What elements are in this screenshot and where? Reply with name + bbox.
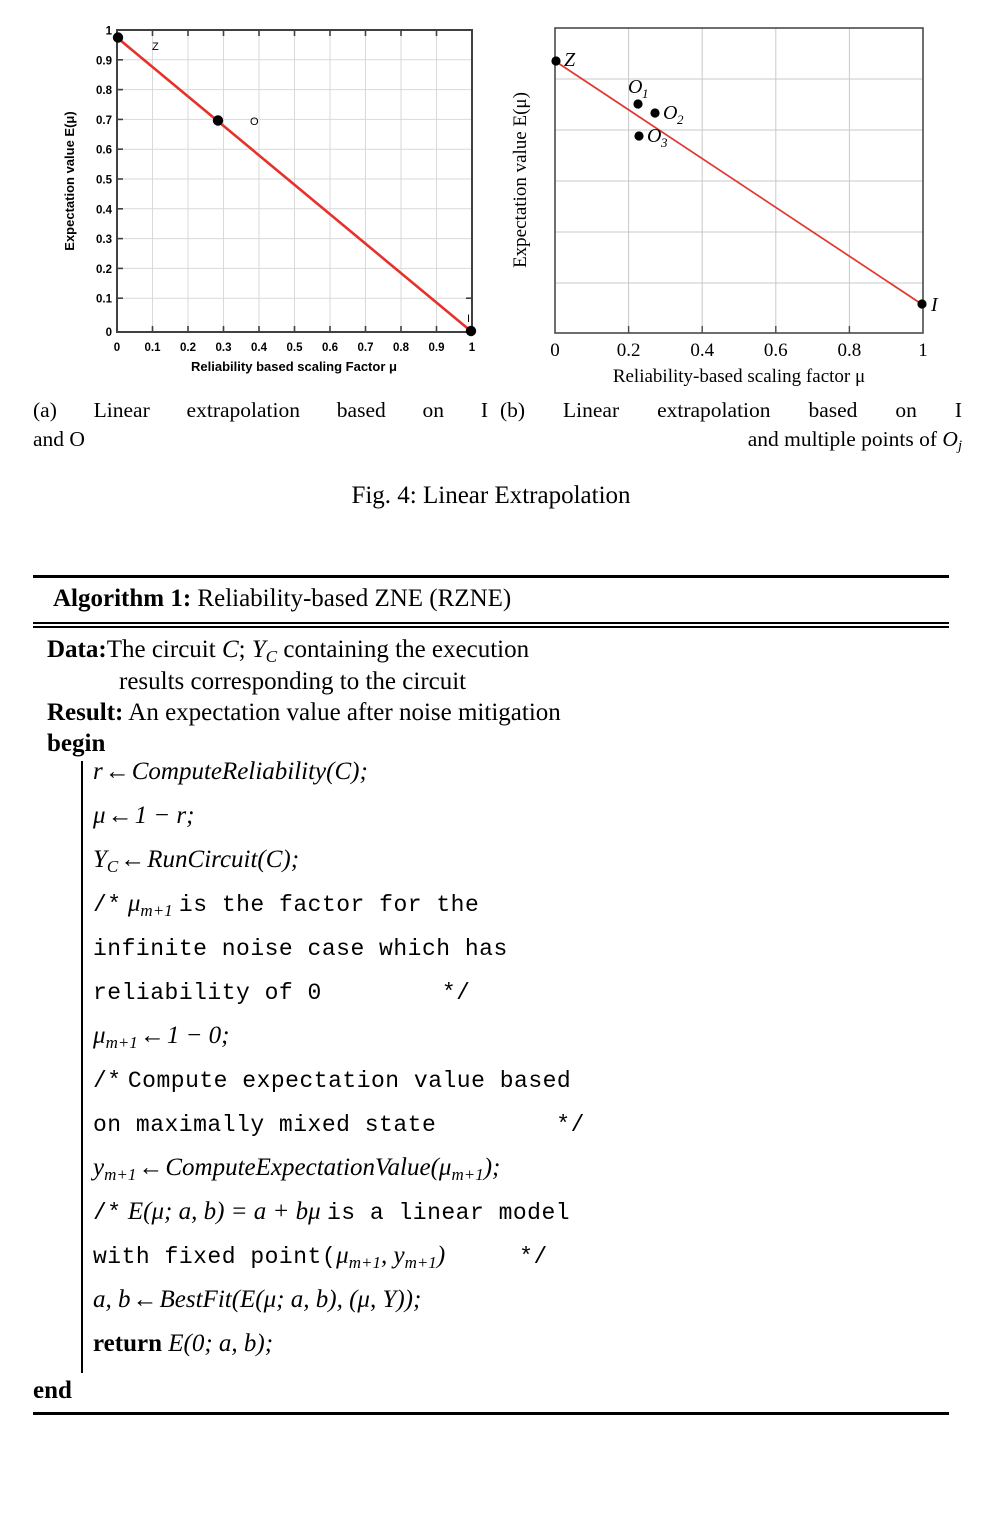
- svg-text:0.9: 0.9: [428, 342, 445, 354]
- line7-rhs: ComputeExpectationValue(μ: [165, 1154, 452, 1182]
- svg-text:0.9: 0.9: [96, 55, 112, 68]
- point-label-O-a: O: [250, 116, 259, 128]
- algorithm-comment-1-line-2: [33, 935, 949, 979]
- svg-text:0.4: 0.4: [96, 204, 112, 217]
- data-text-3: containing the execution: [277, 635, 530, 663]
- line2-rhs: 1 − r;: [134, 802, 195, 830]
- svg-text:0.2: 0.2: [616, 340, 641, 361]
- svg-text:3: 3: [661, 135, 668, 150]
- point-label-Z-b: Z: [564, 49, 576, 71]
- algorithm-line-5: [33, 1023, 949, 1067]
- comment3-open: /*: [93, 1200, 122, 1227]
- comment2-text-1: Compute expectation value based: [127, 1068, 572, 1095]
- data-symbol-Y: Y: [251, 635, 266, 663]
- svg-text:0.1: 0.1: [144, 342, 161, 354]
- svg-text:1: 1: [918, 340, 928, 361]
- data-symbol-C: C: [221, 635, 239, 663]
- algorithm-data-line: [33, 634, 949, 667]
- svg-text:0.8: 0.8: [837, 340, 862, 361]
- subcaption-a: [33, 396, 488, 454]
- algorithm-comment-3-line-2: [33, 1243, 949, 1287]
- subcaption-a-line1: (a) Linear extrapolation based on I: [33, 398, 488, 422]
- comment1-text-3: reliability of 0: [93, 980, 322, 1007]
- svg-text:0.8: 0.8: [393, 342, 409, 354]
- line1-lhs: r: [93, 758, 103, 786]
- comment3-close: */: [519, 1244, 548, 1271]
- svg-text:0.4: 0.4: [690, 340, 715, 361]
- svg-text:O: O: [663, 102, 678, 124]
- comment1-text-2: infinite noise case which has: [93, 936, 508, 963]
- svg-text:0: 0: [113, 342, 121, 354]
- svg-text:0.2: 0.2: [96, 263, 112, 276]
- svg-text:0.6: 0.6: [96, 144, 112, 157]
- point-marker-I-a: [466, 326, 476, 336]
- point-marker-O-a: [213, 115, 223, 125]
- svg-text:0.3: 0.3: [215, 342, 232, 354]
- line7-rhs-tail: );: [483, 1154, 501, 1182]
- x-axis-label-a: Reliability based scaling Factor μ: [191, 359, 397, 374]
- point-marker-Z-a: [113, 32, 123, 42]
- svg-text:0.6: 0.6: [322, 342, 338, 354]
- svg-text:O: O: [647, 125, 662, 147]
- algorithm-comment-2-line-2: [33, 1111, 949, 1155]
- algorithm-line-9: [33, 1287, 949, 1331]
- algorithm-result-line: [33, 697, 949, 728]
- svg-text:0: 0: [105, 327, 112, 339]
- figure-container: [0, 0, 982, 540]
- algorithm-statement-block: [33, 759, 949, 1375]
- data-text-2: ;: [238, 635, 252, 663]
- algorithm-comment-3-line-1: [33, 1199, 949, 1243]
- comment3-math: E(μ; a, b) = a + bμ: [127, 1198, 321, 1226]
- line7-rhs-subscript: m+1: [451, 1165, 484, 1185]
- subcaption-b-line1: (b) Linear extrapolation based on I: [500, 398, 962, 422]
- svg-text:0.7: 0.7: [96, 114, 112, 127]
- point-marker-I-b: [917, 299, 926, 308]
- svg-text:0.4: 0.4: [251, 342, 267, 354]
- comment2-close: */: [556, 1112, 585, 1139]
- algorithm-end-line: [33, 1375, 949, 1406]
- svg-text:0.5: 0.5: [96, 174, 112, 187]
- data-text-1: The circuit: [106, 635, 222, 663]
- chart-a-svg: [40, 8, 492, 388]
- svg-text:1: 1: [642, 86, 649, 101]
- svg-text:1: 1: [468, 342, 476, 354]
- data-symbol-Y-subscript: C: [265, 646, 278, 666]
- point-label-I-a: I: [467, 313, 471, 325]
- algorithm-begin-line: [33, 728, 949, 759]
- subcaption-b-line2: [500, 425, 962, 461]
- line9-rhs: BestFit(E(μ; a, b), (μ, Y));: [159, 1286, 422, 1314]
- algorithm-line-7: [33, 1155, 949, 1199]
- xtick-labels-b: [550, 340, 928, 361]
- comment3-text-1: is a linear model: [326, 1200, 571, 1227]
- line1-rhs: ComputeReliability(C);: [131, 758, 368, 786]
- svg-text:0.3: 0.3: [96, 234, 112, 247]
- line5-rhs: 1 − 0;: [166, 1022, 230, 1050]
- line5-lhs: μ: [93, 1022, 106, 1050]
- comment3-close-paren: ): [436, 1242, 446, 1270]
- line5-arrow: ←: [139, 1022, 165, 1050]
- x-axis-label-b: Reliability-based scaling factor μ: [612, 366, 866, 387]
- chart-b-linear-extrapolation-I-and-multiple-O: [500, 8, 960, 388]
- comment3-symbol-y: , y: [380, 1242, 405, 1270]
- line9-arrow: ←: [132, 1286, 158, 1314]
- end-keyword: end: [33, 1377, 72, 1405]
- svg-text:0.5: 0.5: [286, 342, 303, 354]
- y-axis-label-a: Expectation value E(μ): [62, 111, 77, 251]
- line9-lhs: a, b: [93, 1286, 131, 1314]
- subcaption-b-line2-text: and multiple points of: [747, 427, 943, 451]
- chart-a-linear-extrapolation-I-and-O: [40, 8, 492, 388]
- result-text: An expectation value after noise mitigation: [128, 699, 561, 727]
- subcaption-a-line2: and O: [33, 427, 85, 451]
- svg-text:0.7: 0.7: [357, 342, 374, 354]
- algorithm-comment-2-line-1: [33, 1067, 949, 1111]
- return-expression: E(0; a, b);: [168, 1330, 274, 1358]
- subcaption-b: [500, 396, 962, 461]
- chart-b-svg: [500, 8, 960, 388]
- algorithm-header: [33, 578, 949, 622]
- comment3-symbol-mu-subscript: m+1: [348, 1253, 381, 1273]
- line3-lhs: Y: [93, 846, 107, 874]
- algorithm-line-1: [33, 759, 949, 803]
- line7-arrow: ←: [138, 1154, 164, 1182]
- comment1-text-1: is the factor for the: [178, 892, 480, 919]
- svg-text:O: O: [628, 76, 643, 98]
- line7-lhs-subscript: m+1: [104, 1165, 137, 1185]
- point-label-I-b: I: [931, 294, 938, 316]
- line5-lhs-subscript: m+1: [105, 1033, 138, 1053]
- point-marker-Z-b: [551, 56, 560, 65]
- algorithm-line-3: [33, 847, 949, 891]
- svg-text:0.2: 0.2: [180, 342, 196, 354]
- line3-rhs: RunCircuit(C);: [147, 846, 300, 874]
- svg-text:0.1: 0.1: [96, 293, 112, 306]
- comment3-symbol-mu: μ: [336, 1242, 349, 1270]
- return-keyword: return: [93, 1330, 162, 1358]
- line1-arrow: ←: [104, 758, 130, 786]
- algorithm-comment-1-line-3: [33, 979, 949, 1023]
- y-axis-label-b: Expectation value E(μ): [510, 92, 531, 268]
- svg-text:0: 0: [550, 340, 560, 361]
- algorithm-number-label: Algorithm 1:: [53, 585, 192, 612]
- svg-text:1: 1: [105, 25, 112, 38]
- algorithm-bottom-rule: [33, 1412, 949, 1415]
- algorithm-line-2: [33, 803, 949, 847]
- result-keyword: Result:: [47, 699, 124, 727]
- svg-text:2: 2: [677, 112, 684, 127]
- xtick-labels-a: [114, 342, 476, 354]
- comment2-text-2: on maximally mixed state: [93, 1112, 437, 1139]
- algorithm-return-line: [33, 1331, 949, 1375]
- comment1-symbol-mu-subscript: m+1: [140, 901, 173, 921]
- svg-text:0.6: 0.6: [763, 340, 788, 361]
- point-marker-O2-b: [650, 108, 659, 117]
- data-keyword: Data:: [47, 635, 107, 663]
- point-marker-O3-b: [634, 131, 643, 140]
- algorithm-title: Reliability-based ZNE (RZNE): [197, 585, 512, 612]
- subcaption-b-symbol-O-subscript: j: [957, 438, 962, 455]
- line3-lhs-subscript: C: [106, 857, 119, 877]
- line2-arrow: ←: [107, 802, 133, 830]
- ytick-labels-a: [96, 26, 113, 340]
- comment3-symbol-y-subscript: m+1: [404, 1253, 437, 1273]
- algorithm-body: [33, 628, 949, 1411]
- algorithm-block: [33, 575, 949, 1415]
- algorithm-comment-1-line-1: [33, 891, 949, 935]
- line3-arrow: ←: [120, 846, 146, 874]
- comment1-open: /*: [93, 892, 122, 919]
- begin-keyword: begin: [47, 730, 106, 758]
- svg-text:0.8: 0.8: [96, 85, 112, 98]
- algorithm-data-line-2: results corresponding to the circuit: [119, 668, 467, 696]
- line2-lhs: μ: [93, 802, 106, 830]
- line7-lhs: y: [93, 1154, 105, 1182]
- comment1-symbol-mu: μ: [127, 890, 141, 918]
- figure-caption-title: Fig. 4: Linear Extrapolation: [351, 482, 631, 509]
- point-label-Z-a: Z: [152, 41, 159, 53]
- comment3-text-2a: with fixed point(: [93, 1244, 337, 1271]
- comment2-open: /*: [93, 1068, 122, 1095]
- subcaption-b-symbol-O: O: [942, 427, 958, 451]
- comment1-close: */: [441, 980, 471, 1007]
